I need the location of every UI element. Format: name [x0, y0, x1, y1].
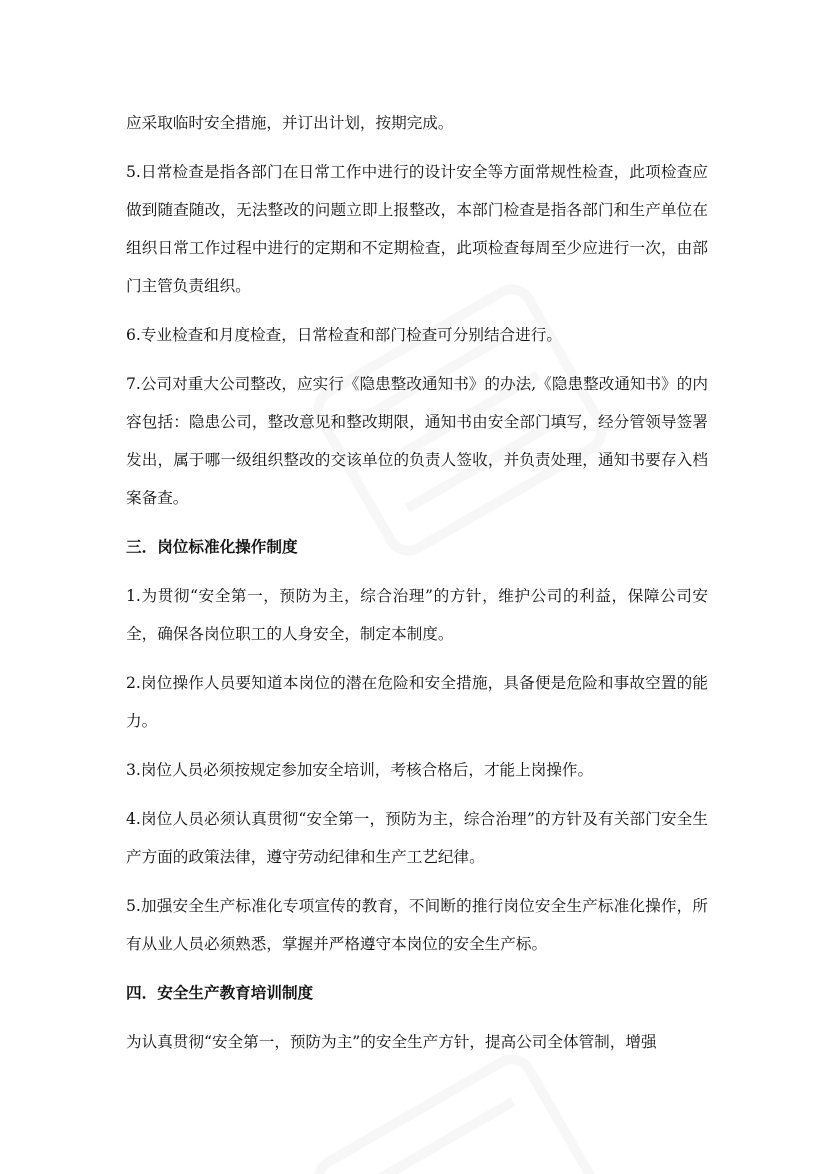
document-body [126, 104, 708, 1072]
paragraph-post-rule-3: 3.岗位人员必须按规定参加安全培训，考核合格后，才能上岗操作。 [126, 761, 594, 779]
paragraph-post-rule-2: 2.岗位操作人员要知道本岗位的潜在危险和安全措施，具备便是危险和事故空置的能力。 [126, 674, 708, 730]
paragraph-daily-inspection: 5.日常检查是指各部门在日常工作中进行的设计安全等方面常规性检查，此项检查应做到随查随改，无法整改的问题立即上报整改，本部门检查是指各部门和生产单位在组织日常工作过程中进行的定期和不定期检查，此项检查每周至少应进行一次，由部门主管负责组织。 [126, 163, 708, 295]
paragraph-professional-inspection: 6.专业检查和月度检查，日常检查和部门检查可分别结合进行。 [126, 326, 562, 344]
section-heading-safety-training: 四．安全生产教育培训制度 [126, 983, 314, 1002]
paragraph-post-rule-5: 5.加强安全生产标准化专项宣传的教育，不间断的推行岗位安全生产标准化操作，所有从业人员必须熟悉，掌握并严格遵守本岗位的安全生产标。 [126, 897, 708, 953]
paragraph-rectification-notice: 7.公司对重大公司整改，应实行《隐患整改通知书》的办法,《隐患整改通知书》的内容包括：隐患公司，整改意见和整改期限，通知书由安全部门填写，经分管领导签署发出，属于哪一级组织整改的交该单位的负责人签收，并负责处理，通知书要存入档案备查。 [126, 375, 708, 507]
section-heading-post-standardization: 三．岗位标准化操作制度 [126, 537, 298, 556]
paragraph-post-rule-4: 4.岗位人员必须认真贯彻“安全第一，预防为主，综合治理”的方针及有关部门安全生产方面的政策法律，遵守劳动纪律和生产工艺纪律。 [126, 810, 708, 866]
paragraph-temp-measures: 应采取临时安全措施，并订出计划，按期完成。 [126, 114, 454, 132]
paragraph-training-intro: 为认真贯彻“安全第一，预防为主”的安全生产方针，提高公司全体管制，增强 [126, 1033, 657, 1051]
paragraph-post-rule-1: 1.为贯彻“安全第一，预防为主，综合治理”的方针，维护公司的利益，保障公司安全，确保各岗位职工的人身安全，制定本制度。 [126, 587, 708, 643]
